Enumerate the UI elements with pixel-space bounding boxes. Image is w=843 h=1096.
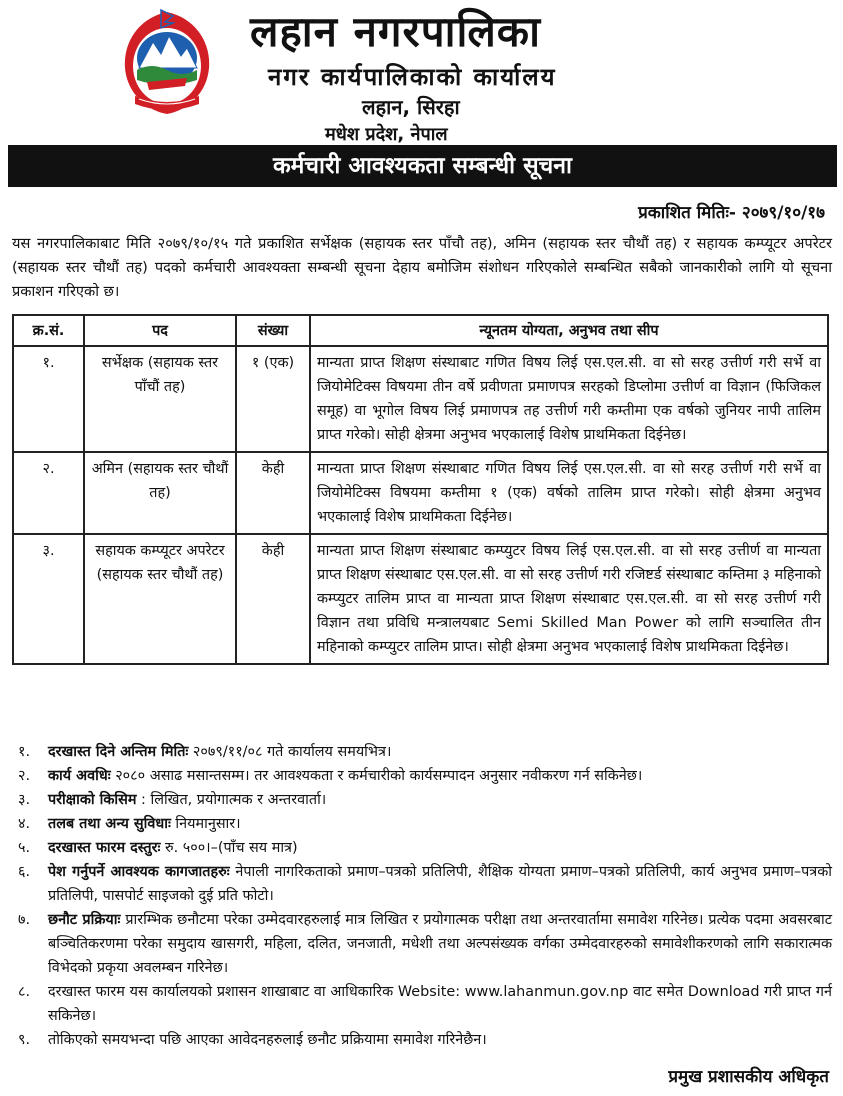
row-qty: केही	[236, 452, 310, 534]
item-number: ९.	[18, 1032, 31, 1048]
item-label: कार्य अवधिः	[48, 768, 111, 784]
list-item	[12, 980, 832, 1028]
row-qty: १ (एक)	[236, 346, 310, 452]
item-label: दरखास्त दिने अन्तिम मितिः	[48, 744, 189, 760]
item-label: दरखास्त फारम दस्तुरः	[48, 840, 161, 856]
row-post: सहायक कम्प्यूटर अपरेटर (सहायक स्तर चौथौं तह)	[84, 534, 236, 664]
list-item	[12, 788, 832, 812]
item-text: तोकिएको समयभन्दा पछि आएका आवेदनहरुलाई छनौट प्रक्रियामा समावेश गरिनेछैन।	[48, 1032, 487, 1048]
item-text: : लिखित, प्रयोगात्मक र अन्तरवार्ता।	[136, 792, 327, 808]
nepal-emblem-logo	[117, 8, 217, 120]
header-post: पद	[84, 315, 236, 346]
row-requirements: मान्यता प्राप्त शिक्षण संस्थाबाट कम्प्युटर विषय लिई एस.एल.सी. वा सो सरह उत्तीर्ण वा मान्यता प्राप्त शिक्षण संस्थाबाट एस.एल.सी. वा सो सरह उत्तीर्ण गरी रजिष्टर्ड संस्थाबाट कम्तिमा ३ महिनाको कम्प्युटर तालिम प्राप्त वा मान्यता प्राप्त शिक्षण संस्थाबाट एस.एल.सी. वा सो सरह उत्तीर्ण गरी विज्ञान तथा प्रविधि मन्त्रालयबाट Semi Skilled Man Power को लागि सञ्चालित तीन महिनाको कम्प्युटर तालिम प्राप्त। सोही क्षेत्रमा अनुभव भएकालाई विशेष प्राथमिकता दिईनेछ।	[310, 534, 828, 664]
signature-title: प्रमुख प्रशासकीय अधिकृत	[668, 1067, 829, 1087]
row-qty: केही	[236, 534, 310, 664]
item-text: रु. ५००।–(पाँच सय मात्र)	[160, 840, 298, 856]
list-item	[12, 764, 832, 788]
list-item	[12, 812, 832, 836]
table-row	[13, 346, 828, 452]
row-requirements: मान्यता प्राप्त शिक्षण संस्थाबाट गणित विषय लिई एस.एल.सी. वा सो सरह उत्तीर्ण गरी सर्भे वा जियोमेटिक्स विषयमा तीन वर्षे प्रवीणता प्रमाणपत्र सरहको डिप्लोमा उत्तीर्ण वा विज्ञान (फिजिकल समूह) वा भूगोल विषय लिई प्रमाणपत्र तह उत्तीर्ण गरी कम्तीमा एक वर्षको जुनियर नापी तालिम प्राप्त गरेको। सोही क्षेत्रमा अनुभव भएकालाई विशेष प्राथमिकता दिईनेछ।	[310, 346, 828, 452]
header-sn: क्र.सं.	[13, 315, 84, 346]
list-item	[12, 836, 832, 860]
list-item	[12, 860, 832, 908]
item-number: १.	[18, 744, 31, 760]
table-row	[13, 534, 828, 664]
item-number: ८.	[18, 984, 31, 1000]
published-date: प्रकाशित मितिः- २०७९/१०/१७	[638, 203, 825, 223]
office-province: मधेश प्रदेश, नेपाल	[325, 124, 448, 145]
office-subtitle: नगर कार्यपालिकाको कार्यालय	[268, 63, 557, 91]
row-sn: १.	[13, 346, 84, 452]
table-header-row	[13, 315, 828, 346]
item-number: ७.	[18, 912, 31, 928]
row-requirements: मान्यता प्राप्त शिक्षण संस्थाबाट गणित विषय लिई एस.एल.सी. वा सो सरह उत्तीर्ण गरी सर्भे वा जियोमेटिक्स विषयमा कम्तीमा १ (एक) वर्षको तालिम प्राप्त गरेको। सोही क्षेत्रमा अनुभव भएकालाई विशेष प्राथमिकता दिईनेछ।	[310, 452, 828, 534]
item-number: २.	[18, 768, 31, 784]
list-item	[12, 740, 832, 764]
list-item	[12, 908, 832, 980]
row-sn: ३.	[13, 534, 84, 664]
item-number: ४.	[18, 816, 31, 832]
item-text: नेपाली नागरिकताको प्रमाण–पत्रको प्रतिलिपी, शैक्षिक योग्यता प्रमाण–पत्रको प्रतिलिपी, कार्य अनुभव प्रमाण–पत्रको प्रतिलिपी, पासपोर्ट साइजको दुई प्रति फोटो।	[48, 864, 833, 904]
item-number: ५.	[18, 840, 31, 856]
item-label: तलब तथा अन्य सुविधाः	[48, 816, 171, 832]
header-qty: संख्या	[236, 315, 310, 346]
header-requirements: न्यूनतम योग्यता, अनुभव तथा सीप	[310, 315, 828, 346]
item-number: ६.	[18, 864, 31, 880]
item-text: प्रारम्भिक छनौटमा परेका उम्मेदवारहरुलाई मात्र लिखित र प्रयोगात्मक परीक्षा तथा अन्तरवार्तामा समावेश गरिनेछ। प्रत्येक पदमा अवसरबाट बञ्चितिकरणमा परेका समुदाय खासगरी, महिला, दलित, जनजाती, मधेशी तथा अल्पसंख्यक वर्गका उम्मेदवारहरुको समावेशीकरणको लागि सकारात्मक विभेदको प्रकृया अवलम्बन गरिनेछ।	[48, 912, 833, 976]
item-number: ३.	[18, 792, 31, 808]
conditions-list	[12, 740, 832, 1052]
item-text: दरखास्त फारम यस कार्यालयको प्रशासन शाखाबाट वा आधिकारिक Website: www.lahanmun.gov.np वाट समेत Download गरी प्राप्त गर्न सकिनेछ।	[48, 984, 832, 1024]
requirements-table	[12, 314, 829, 665]
list-item	[12, 1028, 832, 1052]
office-city: लहान, सिरहा	[362, 95, 460, 119]
item-label: छनौट प्रक्रियाः	[48, 912, 121, 928]
item-text: नियमानुसार।	[170, 816, 241, 832]
row-post: अमिन (सहायक स्तर चौथौं तह)	[84, 452, 236, 534]
item-label: परीक्षाको किसिम	[48, 792, 137, 808]
intro-paragraph: यस नगरपालिकाबाट मिति २०७९/१०/१५ गते प्रकाशित सर्भेक्षक (सहायक स्तर पाँचौ तह), अमिन (सहायक स्तर चौथौं तह) र सहायक कम्प्यूटर अपरेटर (सहायक स्तर चौथौं तह) पदको कर्मचारी आवश्यक्ता सम्बन्धी सूचना देहाय बमोजिम संशोधन गरिएकोले सम्बन्धित सबैको जानकारीको लागि यो सूचना प्रकाशन गरिएको छ।	[12, 235, 832, 300]
notice-banner: कर्मचारी आवश्यकता सम्बन्धी सूचना	[8, 145, 837, 187]
item-text: २०७९/११/०८ गते कार्यालय समयभित्र।	[188, 744, 392, 760]
municipality-title: लहान नगरपालिका	[250, 7, 541, 56]
table-row	[13, 452, 828, 534]
row-sn: २.	[13, 452, 84, 534]
item-text: २०८० असाढ मसान्तसम्म। तर आवश्यकता र कर्मचारीको कार्यसम्पादन अनुसार नवीकरण गर्न सकिनेछ।	[110, 768, 643, 784]
row-post: सर्भेक्षक (सहायक स्तर पाँचौं तह)	[84, 346, 236, 452]
item-label: पेश गर्नुपर्ने आवश्यक कागजातहरुः	[48, 864, 230, 880]
